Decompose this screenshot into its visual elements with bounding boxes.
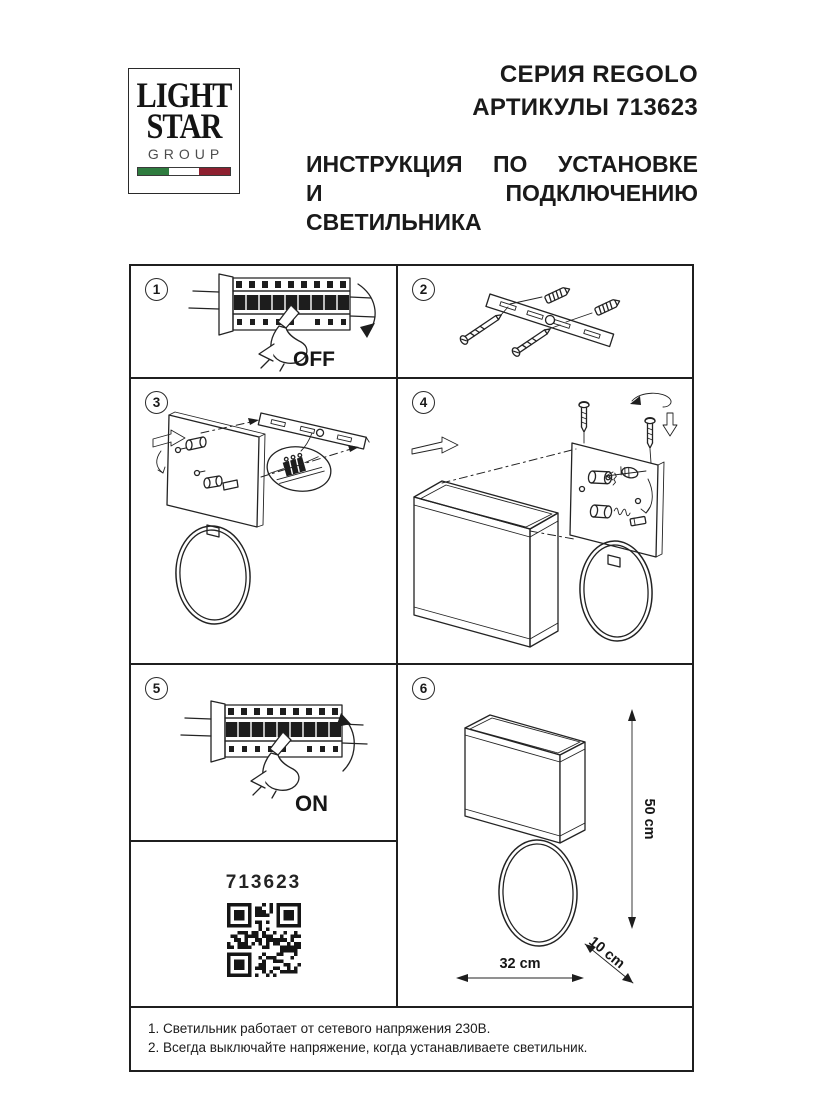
article-label: 713623 xyxy=(225,871,302,893)
logo-word-light: LIGHT xyxy=(136,76,232,116)
step-2-panel xyxy=(398,266,692,377)
step-number-1: 1 xyxy=(145,278,168,301)
depth-dimension: 10 cm xyxy=(585,933,628,973)
step-3-panel xyxy=(131,379,396,663)
off-label: OFF xyxy=(293,348,335,371)
breaker-off-drawing xyxy=(131,266,396,377)
steps-table xyxy=(129,264,694,1072)
instruction-title xyxy=(306,150,698,237)
logo-word-star: STAR xyxy=(146,107,222,147)
instruction-title-line1: ИНСТРУКЦИЯ ПО УСТАНОВКЕ xyxy=(306,151,698,177)
step-number-5: 5 xyxy=(145,677,168,700)
logo-word-group: GROUP xyxy=(147,146,225,162)
flag-green xyxy=(138,168,169,175)
series-title: СЕРИЯ REGOLO xyxy=(499,61,698,88)
mounting-drawing xyxy=(131,379,396,663)
step-number-4: 4 xyxy=(412,391,435,414)
step-number-6: 6 xyxy=(412,677,435,700)
fixture-dimensions-drawing xyxy=(398,665,692,1006)
instruction-title-line2: И ПОДКЛЮЧЕНИЮ СВЕТИЛЬНИКА xyxy=(306,180,698,235)
lightstar-logo xyxy=(128,68,240,194)
flag-red xyxy=(199,168,230,175)
article-number: АРТИКУЛЫ 713623 xyxy=(472,94,698,121)
notes-panel xyxy=(131,1008,692,1070)
height-dimension: 50 cm xyxy=(641,798,657,840)
width-dimension: 32 cm xyxy=(499,956,541,972)
note-1: 1. Светильник работает от сетевого напряжения 230В. xyxy=(148,1021,491,1036)
step-4-panel xyxy=(398,379,692,663)
assembly-drawing xyxy=(398,379,692,663)
italian-flag-icon xyxy=(137,167,231,176)
header xyxy=(306,58,698,237)
step-number-3: 3 xyxy=(145,391,168,414)
step-5-panel xyxy=(131,665,396,840)
step-6-panel xyxy=(398,665,692,1006)
qr-panel xyxy=(131,842,396,1006)
note-2: 2. Всегда выключайте напряжение, когда устанавливаете светильник. xyxy=(148,1040,588,1055)
step-1-panel xyxy=(131,266,396,377)
bracket-screws-drawing xyxy=(398,266,692,377)
flag-white xyxy=(169,168,200,175)
step-number-2: 2 xyxy=(412,278,435,301)
breaker-on-drawing xyxy=(131,665,396,840)
on-label: ON xyxy=(295,791,328,816)
qr-code xyxy=(227,903,301,977)
